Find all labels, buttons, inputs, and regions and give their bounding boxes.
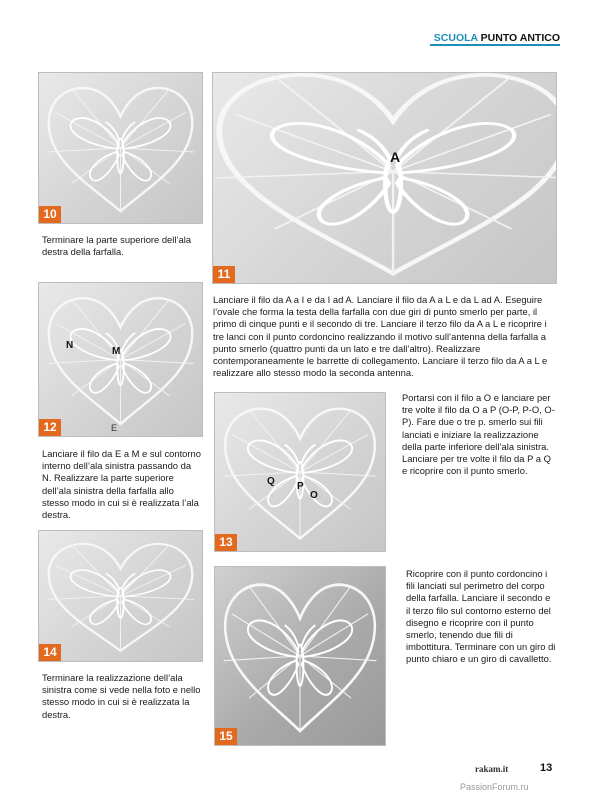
lace-heart-image <box>39 283 202 436</box>
point-label-a: A <box>390 149 401 165</box>
header-rule <box>430 44 560 46</box>
point-label-e: E <box>111 423 118 433</box>
point-label-n: N <box>66 340 74 351</box>
page-number: 13 <box>540 762 553 774</box>
section-label: SCUOLA <box>433 32 478 44</box>
caption-step-14: Terminare la realizzazione dell’ala sinistra come si vede nella foto e nello stesso modo in cui si è realizzata la destra. <box>42 672 201 720</box>
point-label-q: Q <box>267 476 275 487</box>
step-photo-11 <box>212 72 557 284</box>
step-photo-13 <box>214 392 386 552</box>
point-label-p: P <box>297 481 304 492</box>
caption-step-15: Ricoprire con il punto cordoncino i fili lanciati sul perimetro del corpo della farfalla. Lanciare il secondo e il terzo filo sul contorno esterno del disegno e ricoprire con il punto smerlo, tenendo due fili di imbottitura. Terminare con un giro di punto chiaro e un giro di cavalletto. <box>406 568 556 665</box>
watermark: PassionForum.ru <box>460 782 529 792</box>
caption-step-10: Terminare la parte superiore dell’ala destra della farfalla. <box>42 234 192 258</box>
lace-heart-image <box>39 531 202 661</box>
lace-butterfly-image <box>213 73 556 283</box>
step-number-badge: 11 <box>213 266 235 283</box>
caption-step-11: Lanciare il filo da A a I e da I ad A. Lanciare il filo da A a L e da L ad A. Eseguire l’ovale che forma la testa della farfalla con due giri di punto smerlo per parte, il primo di cinque punti e il secondo di tre. Lanciare il terzo filo da A a L e ricoprire i tre lanci con il punto cordoncino realizzando il motivo sull’antenna della farfalla a punto smerlo (quattro punti da un lato e tre dall’altro). Realizzare contemporaneamente le barrette di collegamento. Lanciare il terzo filo da A a L e realizzare allo stesso modo la seconda antenna. <box>213 294 548 379</box>
step-photo-10 <box>38 72 203 224</box>
caption-step-12: Lanciare il filo da E a M e sul contorno interno dell’ala sinistra passando da N. Realizzare la parte superiore dell’ala sinistra della farfalla allo stesso modo in cui si è realizzata l’ala destra. <box>42 448 201 521</box>
caption-step-13: Portarsi con il filo a O e lanciare per tre volte il filo da O a P (O-P, P-O, O-P). Fare due o tre p. smerlo sui fili lanciati e iniziare la realizzazione della parte inferiore dell’ala sinistra. Lanciare per tre volte il filo da P a Q e ricoprire con il punto smerlo. <box>402 392 555 477</box>
step-number-badge: 10 <box>39 206 61 223</box>
step-number-badge: 12 <box>39 419 61 436</box>
step-photo-12 <box>38 282 203 437</box>
step-number-badge: 15 <box>215 728 237 745</box>
step-photo-15 <box>214 566 386 746</box>
point-label-o: O <box>310 490 318 501</box>
point-label-m: M <box>112 346 121 357</box>
lace-heart-image <box>215 393 385 551</box>
topic-label: PUNTO ANTICO <box>480 32 560 44</box>
magazine-brand: rakam.it <box>475 764 509 774</box>
step-number-badge: 14 <box>39 644 61 661</box>
finished-lace-heart-image <box>215 567 385 745</box>
lace-heart-image <box>39 73 202 223</box>
step-number-badge: 13 <box>215 534 237 551</box>
step-photo-14 <box>38 530 203 662</box>
